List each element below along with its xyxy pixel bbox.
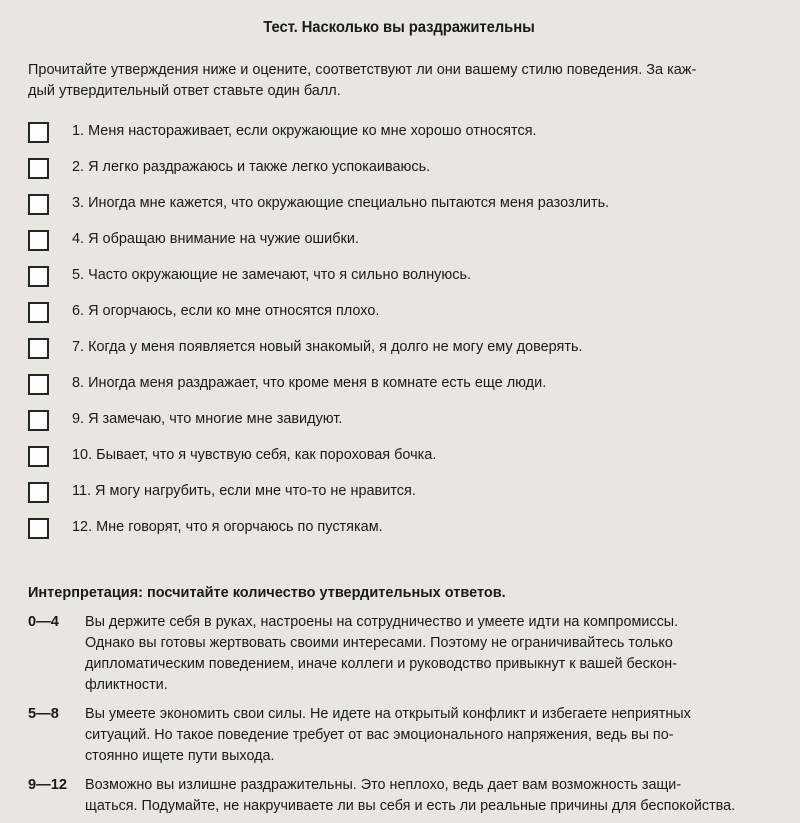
checkbox-7[interactable]: [28, 338, 49, 359]
question-label: 10. Бывает, что я чувствую себя, как пороховая бочка.: [72, 446, 437, 463]
question-label: 8. Иногда меня раздражает, что кроме меня в комнате есть еще люди.: [72, 374, 547, 391]
checkbox-4[interactable]: [28, 230, 49, 251]
question-label: 9. Я замечаю, что многие мне завидуют.: [72, 410, 343, 427]
score-band: [28, 612, 770, 696]
score-band-line: фликтности.: [85, 676, 168, 693]
score-band-range: 0—4: [28, 613, 59, 630]
checkbox-1[interactable]: [28, 122, 49, 143]
question-label: 12. Мне говорят, что я огорчаюсь по пустякам.: [72, 518, 383, 535]
checkbox-3[interactable]: [28, 194, 49, 215]
question-label: 3. Иногда мне кажется, что окружающие специально пытаются меня разозлить.: [72, 194, 610, 211]
question-label: 7. Когда у меня появляется новый знакомый, я долго не могу ему доверять.: [72, 338, 583, 355]
interpretation-heading: Интерпретация: посчитайте количество утвердительных ответов.: [28, 584, 506, 601]
question-item[interactable]: [28, 301, 770, 337]
question-item[interactable]: [28, 265, 770, 301]
score-band-line: стоянно ищете пути выхода.: [85, 747, 275, 764]
score-band-list: [28, 612, 770, 817]
question-item[interactable]: [28, 373, 770, 409]
score-band: [28, 704, 770, 767]
question-item[interactable]: [28, 193, 770, 229]
question-item[interactable]: [28, 157, 770, 193]
question-item[interactable]: [28, 517, 770, 553]
question-label: 11. Я могу нагрубить, если мне что-то не нравится.: [72, 482, 416, 499]
question-label: 6. Я огорчаюсь, если ко мне относятся плохо.: [72, 302, 380, 319]
score-band-line: Вы умеете экономить свои силы. Не идете на открытый конфликт и избегаете неприятных: [85, 705, 691, 722]
intro-line-2: дый утвердительный ответ ставьте один балл.: [28, 82, 341, 99]
checkbox-12[interactable]: [28, 518, 49, 539]
score-band-line: ситуаций. Но такое поведение требует от вас эмоционального напряжения, ведь вы по-: [85, 726, 674, 743]
score-band-range: 5—8: [28, 705, 59, 722]
question-label: 4. Я обращаю внимание на чужие ошибки.: [72, 230, 359, 247]
score-band-text: [85, 612, 760, 696]
score-band-text: [85, 775, 760, 817]
question-label: 5. Часто окружающие не замечают, что я сильно волнуюсь.: [72, 266, 472, 283]
intro-line-1: Прочитайте утверждения ниже и оцените, соответствуют ли они вашему стилю поведения. За каж-: [28, 61, 697, 78]
checkbox-2[interactable]: [28, 158, 49, 179]
checkbox-9[interactable]: [28, 410, 49, 431]
question-item[interactable]: [28, 445, 770, 481]
score-band-range: 9—12: [28, 776, 67, 793]
score-band-line: щаться. Подумайте, не накручиваете ли вы себя и есть ли реальные причины для беспокойства.: [85, 797, 736, 814]
interpretation-section: [28, 583, 770, 817]
question-item[interactable]: [28, 409, 770, 445]
question-checklist: [28, 121, 770, 553]
intro-paragraph: [28, 60, 759, 102]
question-item[interactable]: [28, 337, 770, 373]
question-item[interactable]: [28, 229, 770, 265]
checkbox-6[interactable]: [28, 302, 49, 323]
score-band-line: Вы держите себя в руках, настроены на сотрудничество и умеете идти на компромиссы.: [85, 613, 679, 630]
question-item[interactable]: [28, 121, 770, 157]
score-band-line: Возможно вы излишне раздражительны. Это неплохо, ведь дает вам возможность защи-: [85, 776, 682, 793]
question-label: 2. Я легко раздражаюсь и также легко успокаиваюсь.: [72, 158, 431, 175]
checkbox-11[interactable]: [28, 482, 49, 503]
score-band-line: дипломатическим поведением, иначе коллеги и руководство привыкнут к вашей бескон-: [85, 655, 678, 672]
question-item[interactable]: [28, 481, 770, 517]
checkbox-8[interactable]: [28, 374, 49, 395]
checkbox-5[interactable]: [28, 266, 49, 287]
score-band: [28, 775, 770, 817]
question-label: 1. Меня настораживает, если окружающие ко мне хорошо относятся.: [72, 122, 537, 139]
score-band-text: [85, 704, 760, 767]
checkbox-10[interactable]: [28, 446, 49, 467]
score-band-line: Однако вы готовы жертвовать своими интересами. Поэтому не ограничивайтесь только: [85, 634, 673, 651]
page-title: Тест. Насколько вы раздражительны: [263, 19, 535, 36]
